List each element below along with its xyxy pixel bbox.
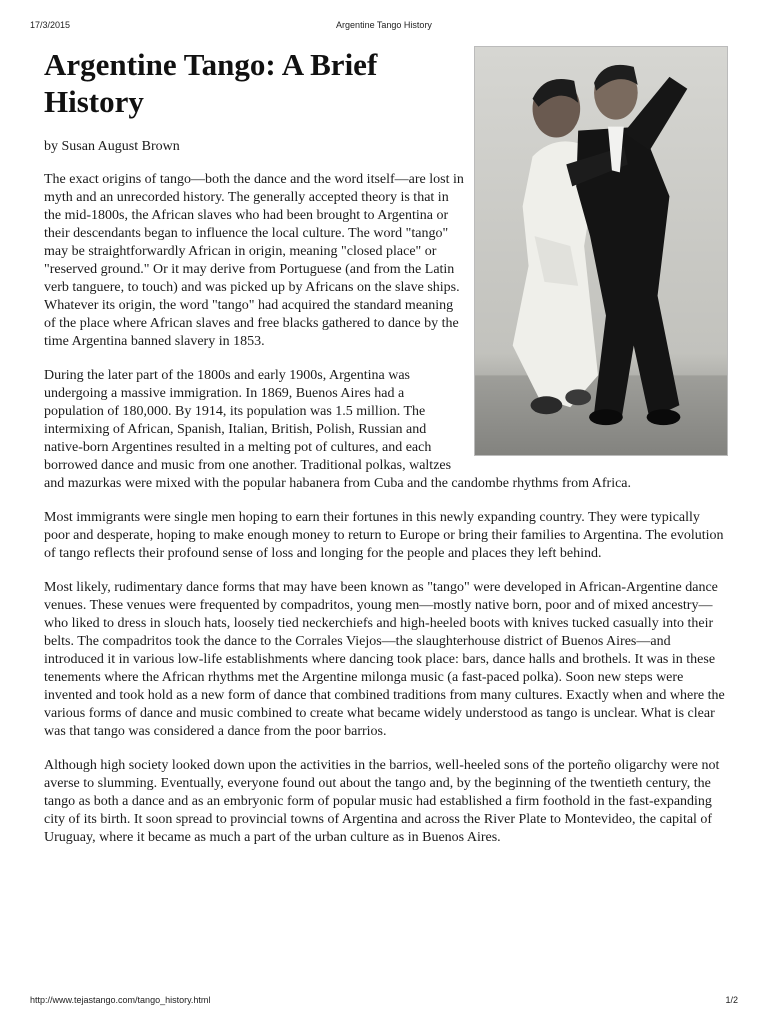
article-paragraph-5: Although high society looked down upon the activities in the barrios, well-heeled sons of the porteño oligarchy were not averse to slumming. Eventually, everyone found out about the tango and, by the beginning of the twentieth century, the tango as both a dance and as an embryonic form of popular music had established a firm foothold in the fast-expanding city of its birth. It soon spread to provincial towns of Argentina and across the River Plate to Montevideo, the capital of Uruguay, where it became as much a part of the urban culture as in Buenos Aires.: [44, 758, 720, 845]
article: [44, 46, 726, 847]
article-paragraph-4: Most likely, rudimentary dance forms that may have been known as "tango" were developed in African-Argentine dance venues. These venues were frequented by compadritos, young men—mostly native born, poor and of mixed ancestry—who liked to dress in slouch hats, loosely tied neckerchiefs and high-heeled boots with knives tucked casually into their belts. The compadritos took the dance to the Corrales Viejos—the slaughterhouse district of Buenos Aires—and introduced it in various low-life establishments where dancing took place: bars, dance halls and brothels. It was in these tenements where the African rhythms met the Argentine milonga music (a fast-paced polka). Soon new steps were invented and took hold as a new form of dance that combined traditions from many cultures. Exactly when and where the various forms of dance and music combined to create what became widely understood as tango is unclear. What is clear was that tango was considered a dance from the poor barrios.: [44, 580, 725, 739]
article-byline: by Susan August Brown: [44, 139, 180, 154]
article-paragraph-2: During the later part of the 1800s and early 1900s, Argentina was undergoing a massive immigration. In 1869, Buenos Aires had a population of 180,000. By 1914, its population was 1.5 million. The intermixing of African, Spanish, Italian, British, Polish, Russian and native-born Argentines resulted in a melting pot of cultures, and each borrowed dance and music from one another. Traditional polkas, waltzes and mazurkas were mixed with the popular habanera from Cuba and the candombe rhythms from Africa.: [44, 368, 632, 491]
tango-dancers-photo: [474, 46, 728, 456]
print-footer-url: http://www.tejastango.com/tango_history.html: [30, 995, 211, 1005]
article-paragraph-1: The exact origins of tango—both the dance and the word itself—are lost in myth and an unrecorded history. The generally accepted theory is that in the mid-1800s, the African slaves who had been brought to Argentina or their descendants began to influence the local culture. The word "tango" may be straightforwardly African in origin, meaning "closed place" or "reserved ground." Or it may derive from Portuguese (and from the Latin verb tanguere, to touch) and was picked up by Africans on the slave ships. Whatever its origin, the word "tango" had acquired the standard meaning of the place where African slaves and free blacks gathered to dance by the time Argentina banned slavery in 1853.: [44, 172, 464, 349]
print-title: Argentine Tango History: [336, 20, 432, 30]
article-title: Argentine Tango: A Brief History: [44, 47, 378, 119]
print-page-number: 1/2: [725, 995, 738, 1005]
print-date: 17/3/2015: [30, 20, 71, 30]
article-paragraph-3: Most immigrants were single men hoping to earn their fortunes in this newly expanding country. They were typically poor and desperate, hoping to make enough money to return to Europe or bring their families to Argentina. The evolution of tango reflects their profound sense of loss and longing for the people and places they left behind.: [44, 510, 724, 561]
tango-dancers-image: [475, 47, 727, 455]
